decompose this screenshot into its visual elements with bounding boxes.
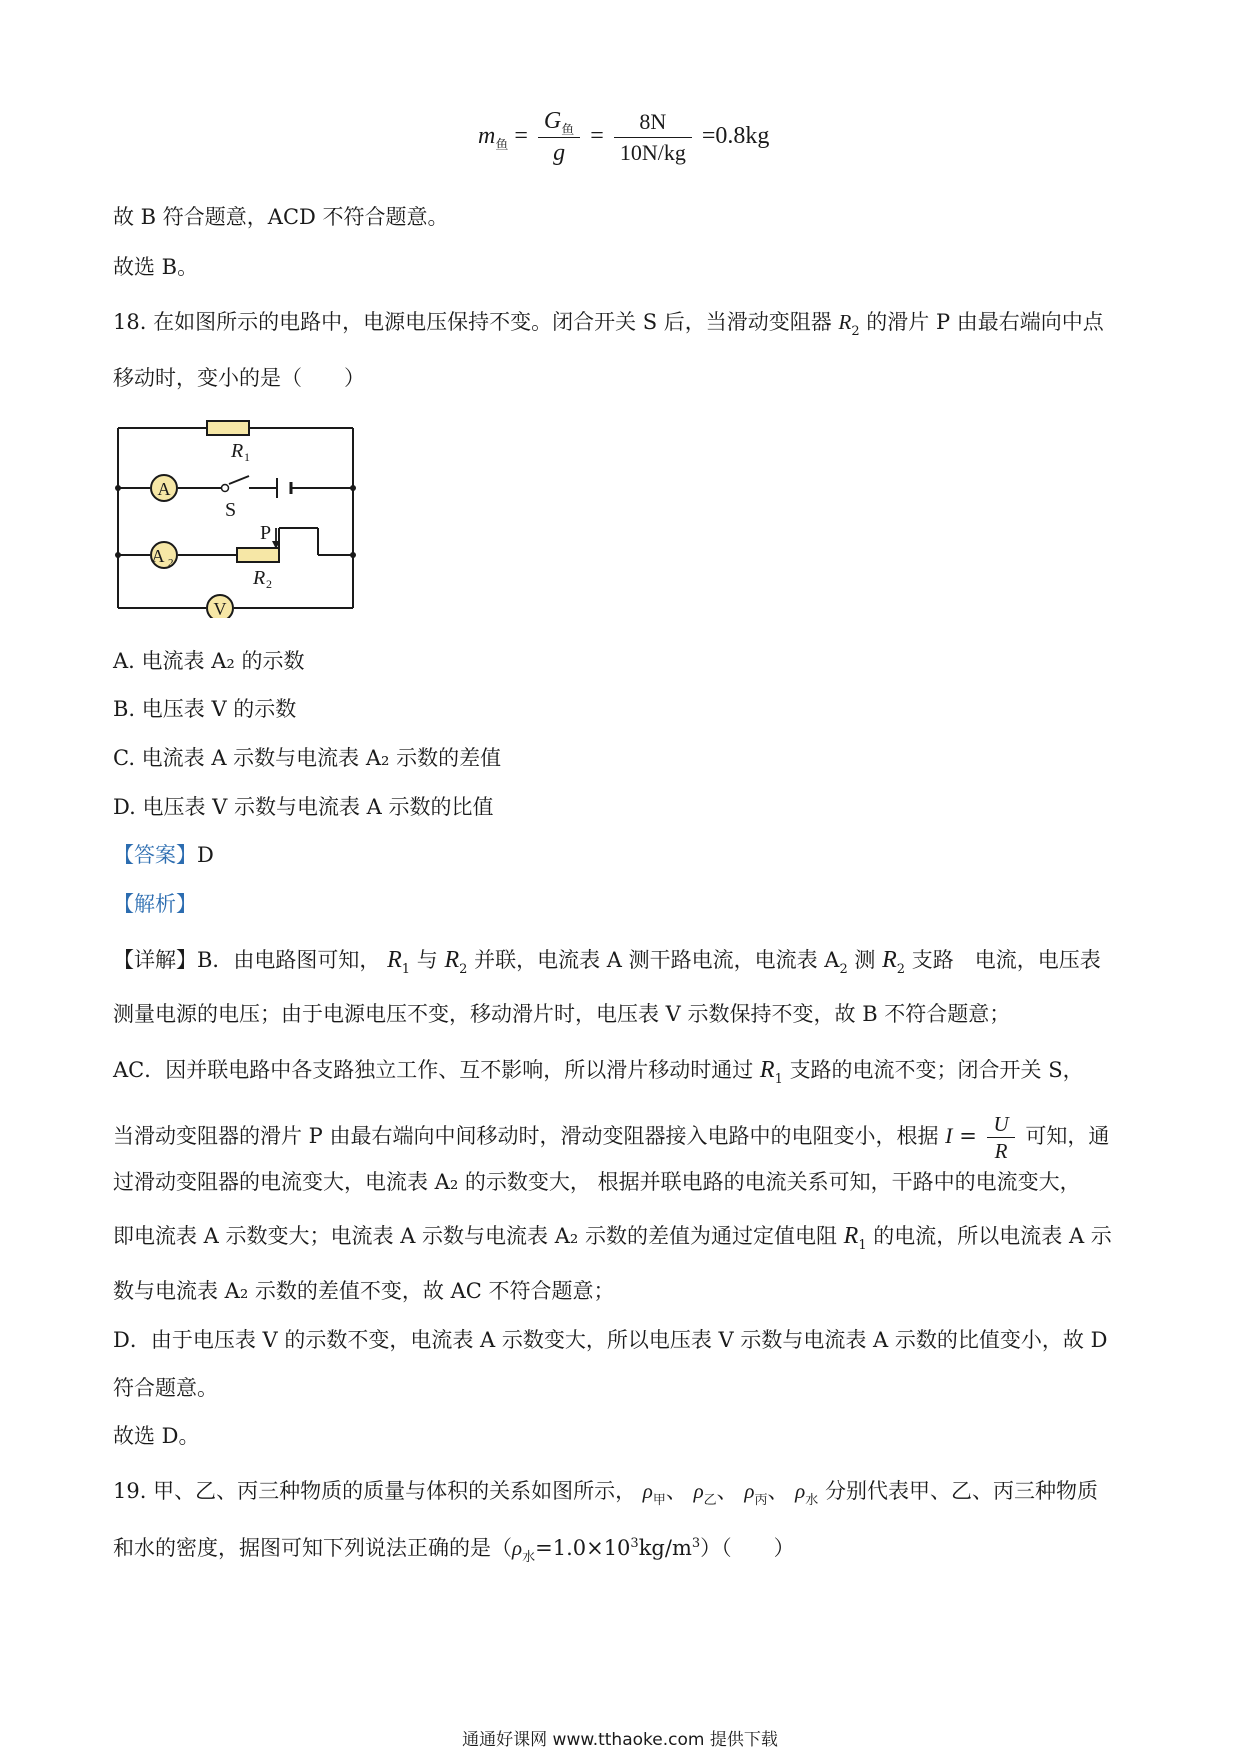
q19-unit-exp: 3 [691, 1536, 701, 1551]
meter-a-label: A [157, 479, 171, 499]
formula-frac-2 [614, 109, 692, 166]
mass-formula: $m_鱼$ = $\frac{G_鱼}{g}$ = $\frac{8N}{10N/kg}$ =0.8kg [478, 108, 770, 166]
q19-l2-b: ）（ ） [700, 1536, 795, 1560]
frac1-numerator: G [543, 108, 562, 134]
detail-l1-b: 与 [416, 948, 438, 972]
q19-stem-line1 [113, 1476, 1098, 1510]
answer-tag: 【答案】 [113, 843, 197, 867]
detail-l3-a: AC．因并联电路中各支路独立工作、互不影响，所以滑片移动时通过 [113, 1058, 754, 1082]
ohm-law-i: I [945, 1123, 953, 1148]
q19-l1-a: 19. 甲、乙、丙三种物质的质量与体积的关系如图所示， [113, 1479, 637, 1503]
ohm-law-num: U [987, 1113, 1014, 1138]
q19-stem-line2 [113, 1533, 795, 1567]
ohm-law-den: R [994, 1139, 1008, 1163]
r1-label: R [231, 440, 244, 462]
page-footer: 通通好课网 www.tthaoke.com 提供下载 [462, 1730, 778, 1750]
r1-resistor [207, 421, 249, 435]
detail-line-2: 测量电源的电压；由于电源电压不变，移动滑片时，电压表 V 示数保持不变，故 B 不符合题意； [113, 1002, 1011, 1026]
r2-label: R [253, 567, 266, 589]
meter-a2-label: A [151, 546, 165, 566]
switch-contact [222, 485, 229, 492]
frac1-denominator: g [553, 140, 566, 166]
slider-label: P [260, 522, 272, 544]
detail-l6-a: 即电流表 A 示数变大；电流表 A 示数与电流表 A₂ 示数的差值为通过定值电阻 [113, 1224, 837, 1248]
sep-1: 、 [665, 1479, 687, 1503]
rho-water-sub: 水 [522, 1550, 536, 1565]
rho-yi: ρ [693, 1479, 704, 1503]
q18-option-c: C. 电流表 A 示数与电流表 A₂ 示数的差值 [113, 746, 502, 770]
r2-resistor [237, 548, 279, 562]
detail-l4-b: 可知，通 [1025, 1124, 1110, 1148]
detail-line-7: 数与电流表 A₂ 示数的差值不变，故 AC 不符合题意； [113, 1279, 615, 1303]
q17-conclusion: 故 B 符合题意，ACD 不符合题意。 [113, 205, 449, 229]
rho-shui-sub: 水 [805, 1493, 819, 1508]
q18-option-a: A. 电流表 A₂ 的示数 [113, 649, 305, 673]
rho-jia-sub: 甲 [652, 1493, 666, 1508]
switch-label: S [225, 499, 237, 521]
detail-line-8: D．由于电压表 V 的示数不变，电流表 A 示数变大，所以电压表 V 示数与电流表 A 示数的比值变小，故 D [113, 1328, 1108, 1352]
q18-stem-r2: R [838, 310, 852, 334]
q18-stem-r2-sub: 2 [851, 324, 860, 339]
r2-sub: 2 [266, 577, 272, 591]
q18-stem-line1 [113, 307, 1104, 341]
detail-line-10: 故选 D。 [113, 1424, 200, 1448]
detail-line-6: 即电流表 A 示数变大；电流表 A 示数与电流表 A₂ 示数的差值为通过定值电阻 $R_1$ 的电流，所以电流表 A 示 [113, 1223, 1112, 1253]
q19-density-unit: kg/m [638, 1536, 692, 1560]
q19-density-exp: 3 [630, 1536, 639, 1551]
detail-l1-e: 支路 电流，电压表 [911, 948, 1101, 972]
sep-2: 、 [716, 1479, 738, 1503]
frac2-numerator: 8N [614, 109, 692, 138]
q18-stem-a: 18. 在如图所示的电路中，电源电压保持不变。闭合开关 S 后，当滑动变阻器 [113, 310, 832, 334]
rho-bing: ρ [744, 1479, 755, 1503]
detail-line-5: 过滑动变阻器的电流变大，电流表 A₂ 的示数变大， 根据并联电路的电流关系可知，干路中的电流变大， [113, 1170, 1081, 1194]
q18-option-b: B. 电压表 V 的示数 [113, 697, 297, 721]
formula-lhs-sub: 鱼 [495, 137, 509, 153]
q19-l1-b: 分别代表甲、乙、丙三种物质 [824, 1479, 1098, 1503]
r1-sub: 1 [244, 450, 250, 464]
formula-frac-1 [538, 108, 580, 167]
q18-stem-b: 的滑片 P 由最右端向中点 [866, 310, 1104, 334]
answer-value: D [197, 843, 214, 867]
circuit-diagram [113, 418, 363, 618]
detail-l3-b: 支路的电流不变；闭合开关 S， [789, 1058, 1084, 1082]
rho-yi-sub: 乙 [703, 1493, 717, 1508]
meter-a2-sub: 2 [168, 557, 174, 569]
q19-density-value: =1.0×10 [535, 1536, 631, 1560]
meter-v-label: V [213, 599, 227, 618]
frac2-denominator: 10N/kg [619, 140, 686, 165]
detail-line-1: 【详解】B．由电路图可知， $R_1$ 与 $R_2$ 并联，电流表 A 测干路电流，电流表 $A_2$ 测 $R_2$ 支路 电流，电压表 [113, 947, 1101, 977]
rho-shui: ρ [795, 1479, 806, 1503]
ohm-law-fraction [987, 1113, 1014, 1162]
sep-3: 、 [767, 1479, 789, 1503]
detail-l1-c: 并联，电流表 A 测干路电流，电流表 A [474, 948, 840, 972]
q18-stem-line2: 移动时，变小的是（ ） [113, 366, 365, 390]
detail-l4-a: 当滑动变阻器的滑片 P 由最右端向中间移动时，滑动变阻器接入电路中的电阻变小，根据 [113, 1124, 939, 1148]
detail-l1-c-sub: 2 [839, 962, 848, 977]
q17-choice: 故选 B。 [113, 255, 199, 279]
q19-l2-a: 和水的密度，据图可知下列说法正确的是（ [113, 1536, 512, 1560]
formula-result: =0.8kg [701, 123, 770, 150]
rho-water: ρ [512, 1536, 523, 1560]
detail-line-4 [113, 1113, 1109, 1162]
analysis-tag: 【解析】 [113, 892, 197, 916]
rho-bing-sub: 丙 [754, 1493, 768, 1508]
detail-line-3: AC．因并联电路中各支路独立工作、互不影响，所以滑片移动时通过 $R_1$ 支路的电流不变；闭合开关 S， [113, 1057, 1084, 1087]
formula-lhs: m [478, 123, 496, 150]
q18-answer-line [113, 840, 214, 870]
detail-l6-b: 的电流，所以电流表 A 示 [873, 1224, 1112, 1248]
detail-l1-a: 【详解】B．由电路图可知， [113, 948, 381, 972]
rho-jia: ρ [642, 1479, 653, 1503]
ohm-law-eq: = [959, 1124, 977, 1148]
frac1-numerator-sub: 鱼 [561, 122, 575, 137]
q18-option-d: D. 电压表 V 示数与电流表 A 示数的比值 [113, 795, 494, 819]
detail-line-9: 符合题意。 [113, 1376, 218, 1400]
detail-l1-d: 测 [854, 948, 876, 972]
